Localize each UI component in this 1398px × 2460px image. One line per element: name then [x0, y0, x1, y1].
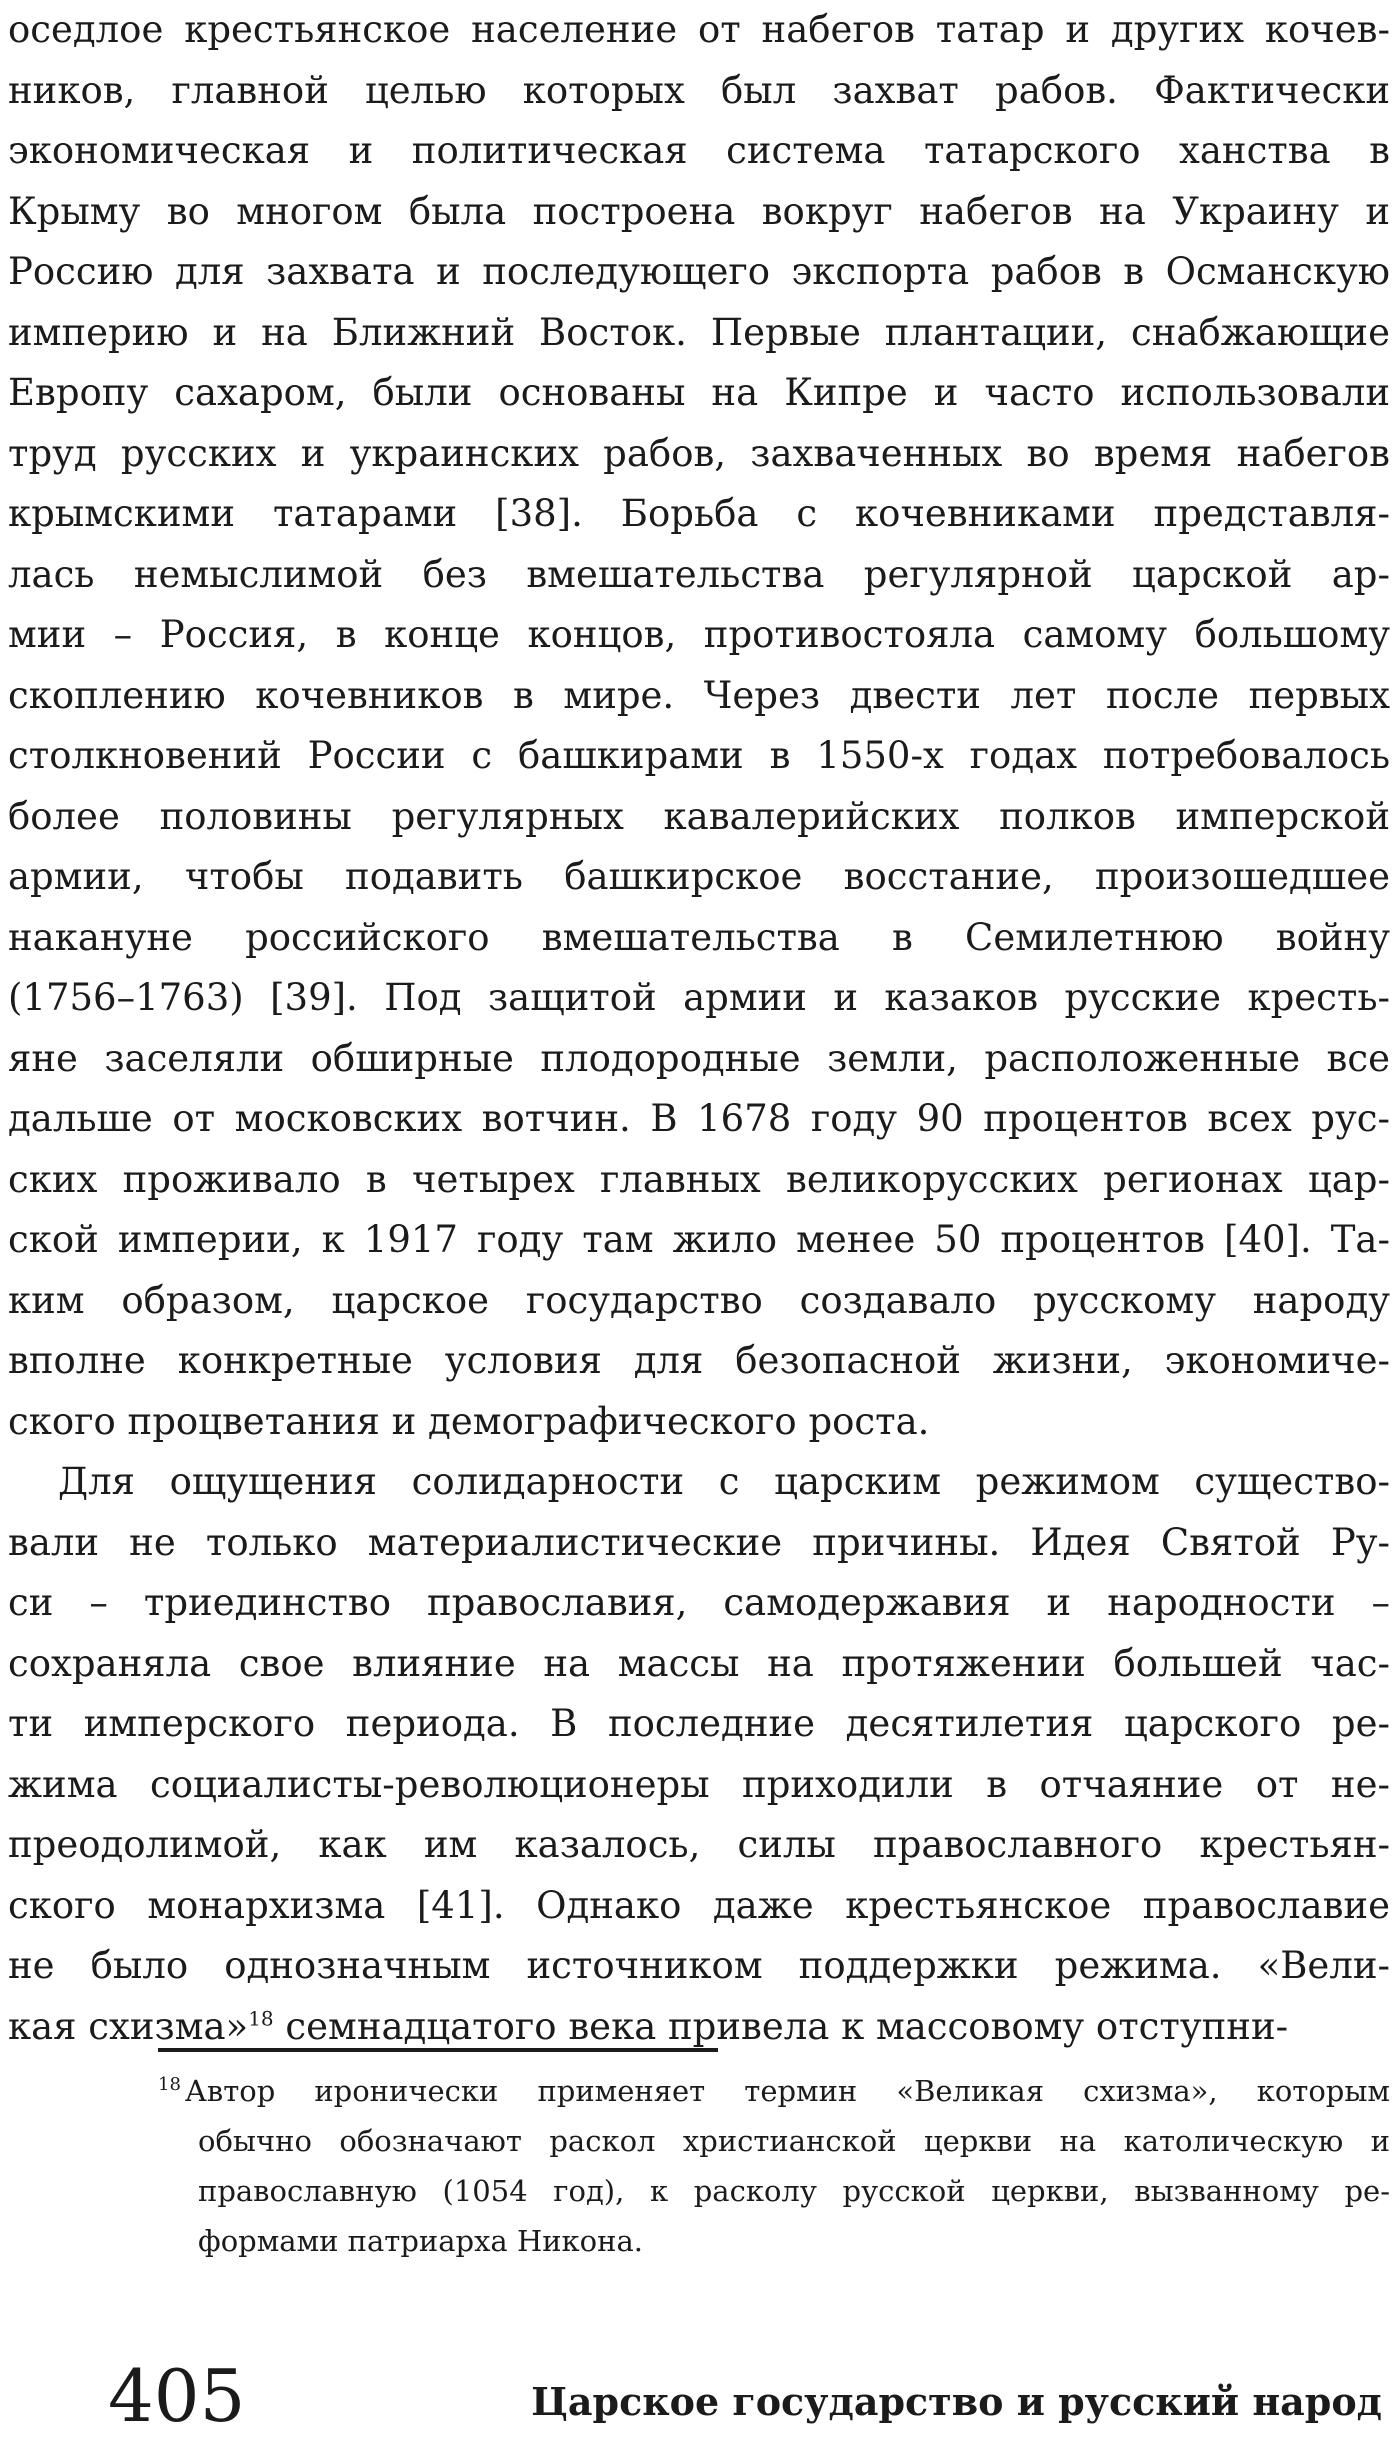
- text-line: армии, чтобы подавить башкирское восстание, произошедшее: [8, 855, 1390, 898]
- book-page: [8, 0, 1390, 2460]
- text-line: накануне российского вмешательства в Семилетнюю войну: [8, 915, 1390, 959]
- text-line: ской империи, к 1917 году там жило менее 50 процентов [40]. Та-: [8, 1218, 1390, 1261]
- text-line: ского процветания и демографического роста.: [8, 1399, 930, 1443]
- footnote-18: [158, 2066, 1390, 2266]
- text-line: преодолимой, как им казалось, силы православного крестьян-: [8, 1823, 1390, 1866]
- text-line: яне заселяли обширные плодородные земли, расположенные все: [8, 1036, 1390, 1080]
- paragraph-1: [8, 0, 1390, 1452]
- text-line: более половины регулярных кавалерийских полков имперской: [8, 794, 1390, 838]
- text-line: труд русских и украинских рабов, захваченных во время набегов: [8, 431, 1390, 475]
- text-line: лась немыслимой без вмешательства регулярной царской ар-: [8, 552, 1390, 596]
- text-line: ских проживало в четырех главных великорусских регионах цар-: [8, 1157, 1390, 1201]
- text-line: Европу сахаром, были основаны на Кипре и часто использовали: [8, 371, 1390, 414]
- footnote-line: формами патриарха Никона.: [198, 2224, 643, 2258]
- text-line: си – триединство православия, самодержавия и народности –: [8, 1581, 1390, 1624]
- text-line: мии – Россия, в конце концов, противостояла самому большому: [8, 613, 1390, 656]
- footnote-line: православную (1054 год), к расколу русской церкви, вызванному ре-: [198, 2174, 1390, 2208]
- text-line: дальше от московских вотчин. В 1678 году 90 процентов всех рус-: [8, 1097, 1390, 1140]
- footnote-line: обычно обозначают раскол христианской церкви на католическую и: [198, 2124, 1390, 2158]
- text-line: крымскими татарами [38]. Борьба с кочевниками представля-: [8, 492, 1390, 535]
- text-line: столкновений России с башкирами в 1550-х годах потребовалось: [8, 734, 1390, 777]
- text-line: жима социалисты-революционеры приходили в отчаяние от не-: [8, 1762, 1390, 1806]
- footnote-mark: 18: [158, 2074, 181, 2096]
- text-line: Россию для захвата и последующего экспорта рабов в Османскую: [8, 250, 1390, 293]
- text-line: ким образом, царское государство создавало русскому народу: [8, 1278, 1390, 1322]
- text-line: Крыму во многом была построена вокруг набегов на Украину и: [8, 189, 1390, 233]
- footnote-separator: [158, 2048, 718, 2052]
- text-line: оседлое крестьянское население от набегов татар и других кочев-: [8, 8, 1390, 51]
- text-line: империю и на Ближний Восток. Первые плантации, снабжающие: [8, 310, 1390, 354]
- text-line: вполне конкретные условия для безопасной жизни, экономиче-: [8, 1339, 1390, 1382]
- text-line: скоплению кочевников в мире. Через двести лет после первых: [8, 673, 1390, 717]
- text-line: экономическая и политическая система татарского ханства в: [8, 129, 1390, 172]
- running-head: Царское государство и русский народ: [531, 2379, 1382, 2424]
- text-line: кая схизма»$^{18}$ семнадцатого века привела к массовому отступни-: [8, 2004, 1289, 2048]
- text-line: не было однозначным источником поддержки режима. «Вели-: [8, 1944, 1390, 1987]
- page-number: 405: [108, 2354, 246, 2438]
- footnote-reference: 18: [248, 2006, 274, 2031]
- text-line: (1756–1763) [39]. Под защитой армии и казаков русские кресть-: [8, 976, 1390, 1019]
- main-text: [8, 0, 1390, 2057]
- text-line: ников, главной целью которых был захват рабов. Фактически: [8, 68, 1390, 112]
- text-line: Для ощущения солидарности с царским режимом существо-: [58, 1460, 1390, 1503]
- text-line: вали не только материалистические причины. Идея Святой Ру-: [8, 1520, 1390, 1564]
- paragraph-2: [8, 1452, 1390, 2057]
- text-line: сохраняла свое влияние на массы на протяжении большей час-: [8, 1641, 1390, 1685]
- footnote-line: $^{18}$ Автор иронически применяет термин «Великая схизма», которым: [158, 2074, 1390, 2108]
- text-line: ского монархизма [41]. Однако даже крестьянское православие: [8, 1883, 1390, 1927]
- text-line: ти имперского периода. В последние десятилетия царского ре-: [8, 1702, 1390, 1745]
